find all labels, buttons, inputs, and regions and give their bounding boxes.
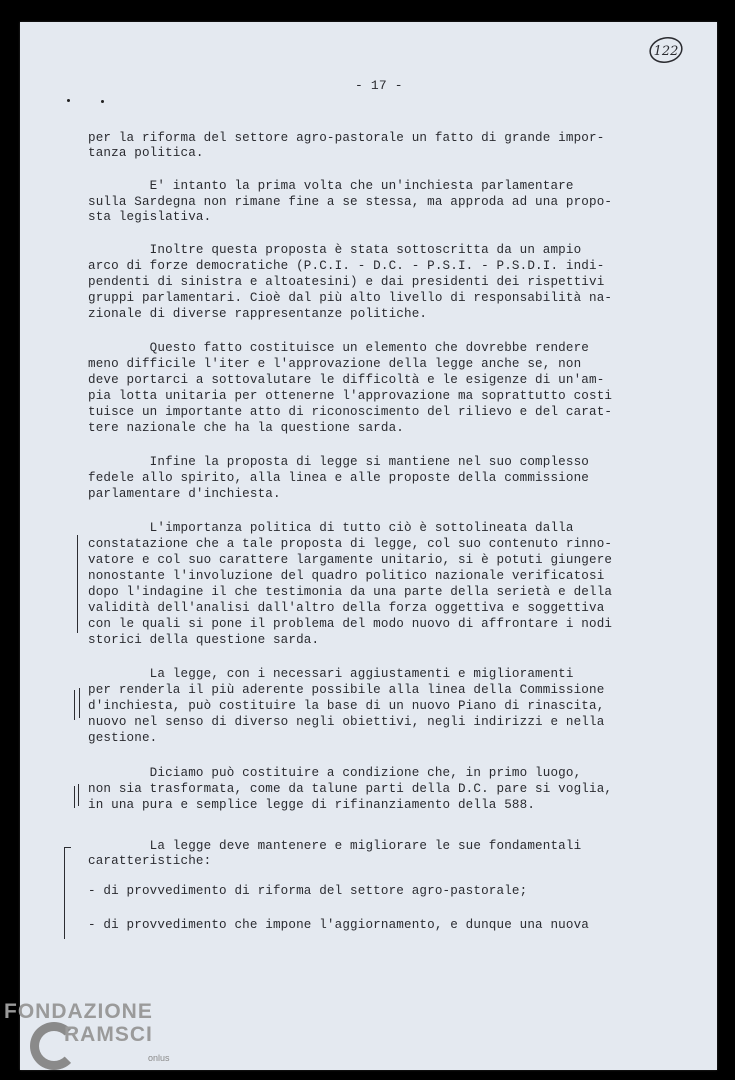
watermark-line-1: FONDAZIONE bbox=[4, 1000, 153, 1023]
text-line: vatore e col suo carattere largamente unitario, si è potuti giungere bbox=[88, 553, 613, 567]
text-line: Inoltre questa proposta è stata sottoscritta da un ampio bbox=[88, 243, 582, 257]
text-line: con le quali si pone il problema del modo nuovo di affrontare i nodi bbox=[88, 617, 613, 631]
text-line: gestione. bbox=[88, 731, 158, 745]
text-line: parlamentare d'inchiesta. bbox=[88, 487, 281, 501]
margin-bracket bbox=[74, 690, 75, 720]
text-line: deve portarci a sottovalutare le difficoltà e le esigenze di un'am- bbox=[88, 373, 605, 387]
text-line: Diciamo può costituire a condizione che, in primo luogo, bbox=[88, 766, 582, 780]
text-line: arco di forze democratiche (P.C.I. - D.C. - P.S.I. - P.S.D.I. indi- bbox=[88, 259, 605, 273]
document-body bbox=[88, 0, 668, 1080]
margin-bracket bbox=[79, 688, 80, 718]
text-line: tere nazionale che ha la questione sarda. bbox=[88, 421, 405, 435]
text-line: d'inchiesta, può costituire la base di un nuovo Piano di rinascita, bbox=[88, 699, 605, 713]
text-line: nonostante l'involuzione del quadro politico nazionale verificatosi bbox=[88, 569, 605, 583]
text-line: non sia trasformata, come da talune parti della D.C. pare si voglia, bbox=[88, 782, 613, 796]
text-line: caratteristiche: bbox=[88, 854, 212, 868]
text-line: per renderla il più aderente possibile alla linea della Commissione bbox=[88, 683, 605, 697]
text-line: sta legislativa. bbox=[88, 210, 212, 224]
fondazione-gramsci-watermark bbox=[2, 1000, 192, 1080]
text-line: fedele allo spirito, alla linea e alle proposte della commissione bbox=[88, 471, 589, 485]
text-line: in una pura e semplice legge di rifinanziamento della 588. bbox=[88, 798, 536, 812]
text-line: tanza politica. bbox=[88, 146, 204, 160]
margin-bracket bbox=[77, 535, 78, 633]
text-line: zionale di diverse rappresentanze politiche. bbox=[88, 307, 428, 321]
text-line: dopo l'indagine il che testimonia da una parte della serietà e della bbox=[88, 585, 613, 599]
folio-number: 122 bbox=[653, 44, 679, 59]
margin-bracket bbox=[78, 784, 79, 806]
text-line: nuovo nel senso di diverso negli obiettivi, negli indirizzi e nella bbox=[88, 715, 605, 729]
text-line: sulla Sardegna non rimane fine a se stessa, ma approda ad una propo- bbox=[88, 195, 613, 209]
watermark-line-2: RAMSCI bbox=[64, 1023, 153, 1046]
text-line: E' intanto la prima volta che un'inchiesta parlamentare bbox=[88, 179, 574, 193]
text-line: tuisce un importante atto di riconoscimento del rilievo e del carat- bbox=[88, 405, 613, 419]
text-line: pendenti di sinistra e altoatesini) e dai presidenti dei rispettivi bbox=[88, 275, 605, 289]
text-line: - di provvedimento di riforma del settore agro-pastorale; bbox=[88, 884, 528, 898]
text-line: per la riforma del settore agro-pastorale un fatto di grande impor- bbox=[88, 131, 605, 145]
text-line: La legge deve mantenere e migliorare le sue fondamentali bbox=[88, 839, 582, 853]
page-number: - 17 - bbox=[355, 78, 403, 93]
text-line: Infine la proposta di legge si mantiene nel suo complesso bbox=[88, 455, 589, 469]
margin-mark bbox=[67, 99, 70, 102]
text-line: validità dell'analisi dall'altro della forza oggettiva e soggettiva bbox=[88, 601, 605, 615]
margin-bracket bbox=[74, 786, 75, 808]
text-line: meno difficile l'iter e l'approvazione della legge anche se, non bbox=[88, 357, 582, 371]
margin-bracket bbox=[64, 847, 65, 939]
text-line: gruppi parlamentari. Cioè dal più alto livello di responsabilità na- bbox=[88, 291, 613, 305]
text-line: pia lotta unitaria per ottenerne l'approvazione ma soprattutto costi bbox=[88, 389, 613, 403]
text-line: - di provvedimento che impone l'aggiornamento, e dunque una nuova bbox=[88, 918, 589, 932]
watermark-suffix: onlus bbox=[148, 1053, 170, 1063]
text-line: Questo fatto costituisce un elemento che dovrebbe rendere bbox=[88, 341, 589, 355]
text-line: constatazione che a tale proposta di legge, col suo contenuto rinno- bbox=[88, 537, 613, 551]
text-line: storici della questione sarda. bbox=[88, 633, 320, 647]
text-line: La legge, con i necessari aggiustamenti e miglioramenti bbox=[88, 667, 574, 681]
text-line: L'importanza politica di tutto ciò è sottolineata dalla bbox=[88, 521, 574, 535]
